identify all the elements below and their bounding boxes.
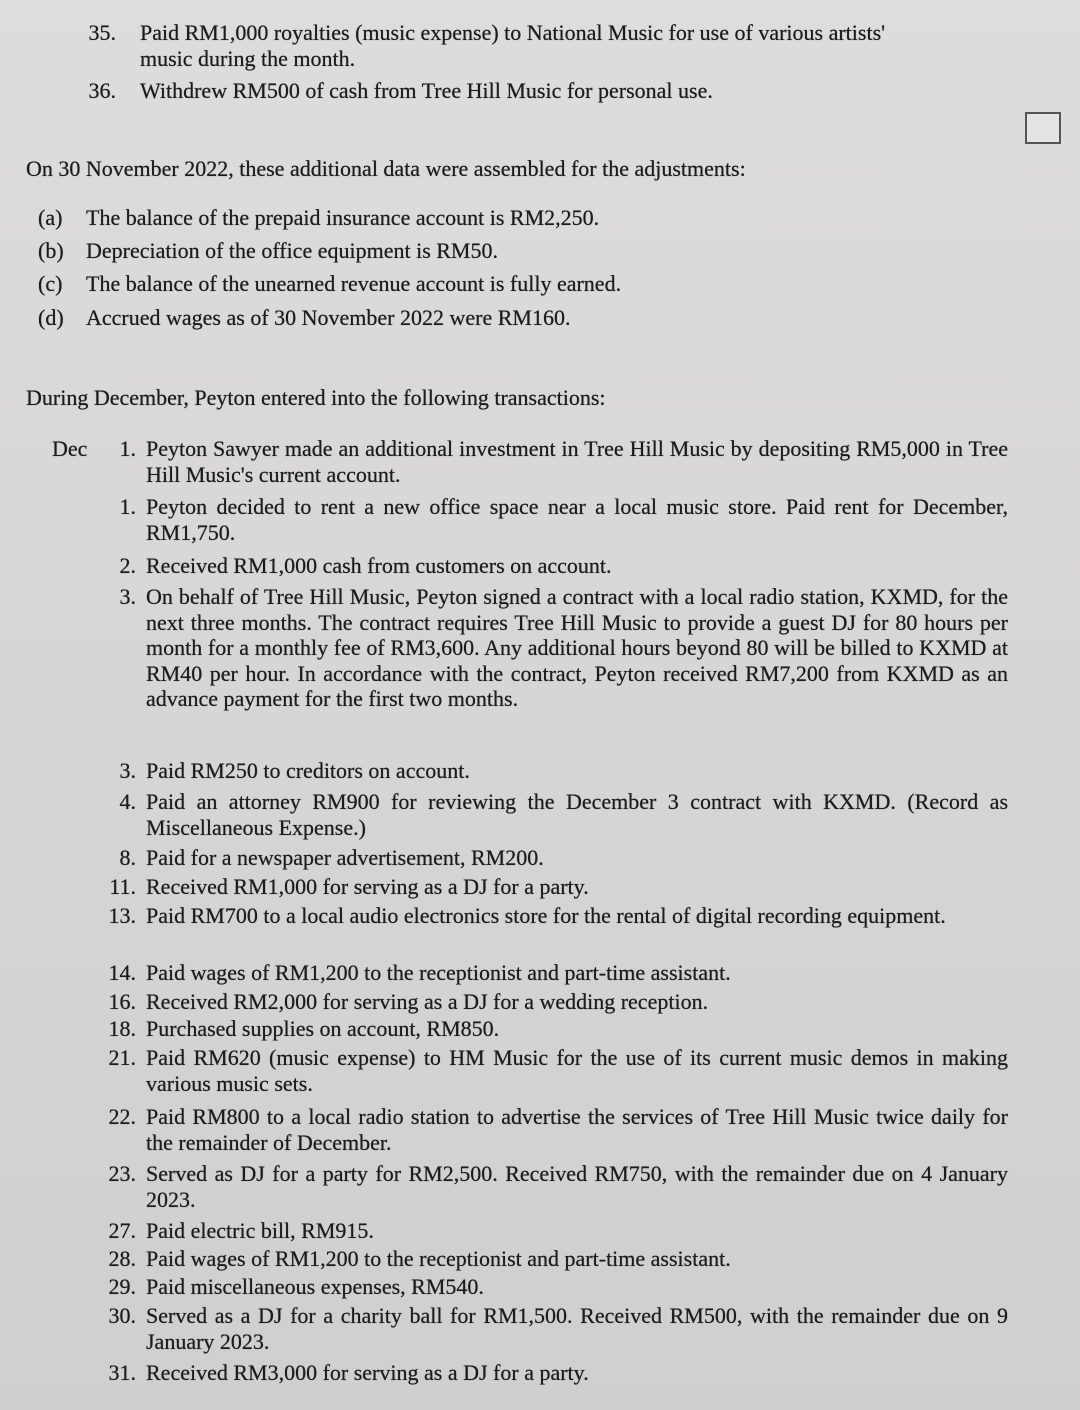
transaction-text: Paid wages of RM1,200 to the receptionist and part-time assistant. bbox=[146, 960, 731, 985]
adjustment-label: (a) bbox=[38, 205, 63, 230]
transaction-day: 1. bbox=[119, 436, 136, 461]
transaction-text: Purchased supplies on account, RM850. bbox=[146, 1016, 500, 1041]
transaction-text: On behalf of Tree Hill Music, Peyton signed a contract with a local radio station, KXMD, for the next three months. The contract requires Tree Hill Music to provide a guest DJ for 80 hours per month for a monthly fee of RM3,600. Any additional hours beyond 80 will be billed to KXMD at RM40 per hour. In accordance with the contract, Peyton received RM7,200 from KXMD as an advance payment for the first two months. bbox=[146, 584, 1008, 711]
item-text-line: music during the month. bbox=[140, 46, 356, 71]
transaction-day: 21. bbox=[108, 1045, 136, 1070]
transaction-day: 16. bbox=[108, 989, 136, 1014]
transaction-day: 18. bbox=[108, 1016, 136, 1041]
transaction-day: 8. bbox=[119, 845, 136, 870]
transaction-day: 23. bbox=[108, 1161, 136, 1186]
adjustments-heading: On 30 November 2022, these additional data were assembled for the adjustments: bbox=[26, 156, 746, 181]
transaction-text: Received RM1,000 cash from customers on account. bbox=[146, 553, 612, 578]
transaction-text: Paid for a newspaper advertisement, RM200. bbox=[146, 845, 544, 870]
transaction-day: 31. bbox=[108, 1360, 136, 1385]
transaction-text: Served as DJ for a party for RM2,500. Received RM750, with the remainder due on 4 January 2023. bbox=[146, 1161, 1008, 1212]
transaction-day: 13. bbox=[108, 903, 136, 928]
transaction-day: 14. bbox=[108, 960, 136, 985]
transaction-text: Paid RM700 to a local audio electronics store for the rental of digital recording equipment. bbox=[146, 903, 946, 928]
item-number: 35. bbox=[88, 20, 116, 45]
transaction-day: 1. bbox=[119, 494, 136, 519]
transaction-text: Paid RM800 to a local radio station to advertise the services of Tree Hill Music twice daily for the remainder of December. bbox=[146, 1104, 1008, 1155]
transaction-text: Paid an attorney RM900 for reviewing the December 3 contract with KXMD. (Record as Miscellaneous Expense.) bbox=[146, 789, 1008, 840]
transaction-text: Paid RM250 to creditors on account. bbox=[146, 758, 470, 783]
transaction-text: Peyton Sawyer made an additional investment in Tree Hill Music by depositing RM5,000 in Tree Hill Music's current account. bbox=[146, 436, 1008, 487]
adjustment-label: (c) bbox=[38, 271, 63, 296]
transaction-text: Paid miscellaneous expenses, RM540. bbox=[146, 1274, 484, 1299]
adjustment-label: (b) bbox=[38, 238, 64, 263]
transaction-text: Served as a DJ for a charity ball for RM1,500. Received RM500, with the remainder due on 9 January 2023. bbox=[146, 1303, 1008, 1354]
transaction-day: 3. bbox=[119, 584, 136, 609]
transaction-day: 4. bbox=[119, 789, 136, 814]
adjustment-text: Depreciation of the office equipment is RM50. bbox=[86, 238, 498, 263]
transaction-text: Peyton decided to rent a new office space near a local music store. Paid rent for December, RM1,750. bbox=[146, 494, 1008, 545]
adjustment-label: (d) bbox=[38, 305, 64, 330]
transaction-day: 27. bbox=[108, 1218, 136, 1243]
transaction-day: 28. bbox=[108, 1246, 136, 1271]
item-text-line: Withdrew RM500 of cash from Tree Hill Music for personal use. bbox=[140, 78, 713, 103]
adjustment-text: The balance of the prepaid insurance account is RM2,250. bbox=[86, 205, 600, 230]
transaction-day: 11. bbox=[109, 874, 136, 899]
adjustment-text: The balance of the unearned revenue account is fully earned. bbox=[86, 271, 622, 296]
december-heading: During December, Peyton entered into the following transactions: bbox=[26, 385, 606, 410]
transaction-text: Received RM2,000 for serving as a DJ for a wedding reception. bbox=[146, 989, 709, 1014]
adjustment-text: Accrued wages as of 30 November 2022 were RM160. bbox=[86, 305, 571, 330]
transaction-text: Paid electric bill, RM915. bbox=[146, 1218, 374, 1243]
transaction-day: 2. bbox=[119, 553, 136, 578]
transaction-text: Received RM3,000 for serving as a DJ for a party. bbox=[146, 1360, 589, 1385]
item-text-line: Paid RM1,000 royalties (music expense) to National Music for use of various artists' bbox=[140, 20, 886, 45]
transaction-text: Received RM1,000 for serving as a DJ for a party. bbox=[146, 874, 589, 899]
transaction-day: 29. bbox=[108, 1274, 136, 1299]
transaction-day: 30. bbox=[108, 1303, 136, 1328]
transaction-day: 22. bbox=[108, 1104, 136, 1129]
transaction-text: Paid wages of RM1,200 to the receptionist and part-time assistant. bbox=[146, 1246, 731, 1271]
item-number: 36. bbox=[88, 78, 116, 103]
month-label: Dec bbox=[52, 436, 88, 461]
answer-checkbox[interactable] bbox=[1025, 112, 1061, 144]
transaction-day: 3. bbox=[119, 758, 136, 783]
transaction-text: Paid RM620 (music expense) to HM Music for the use of its current music demos in making various music sets. bbox=[146, 1045, 1008, 1096]
